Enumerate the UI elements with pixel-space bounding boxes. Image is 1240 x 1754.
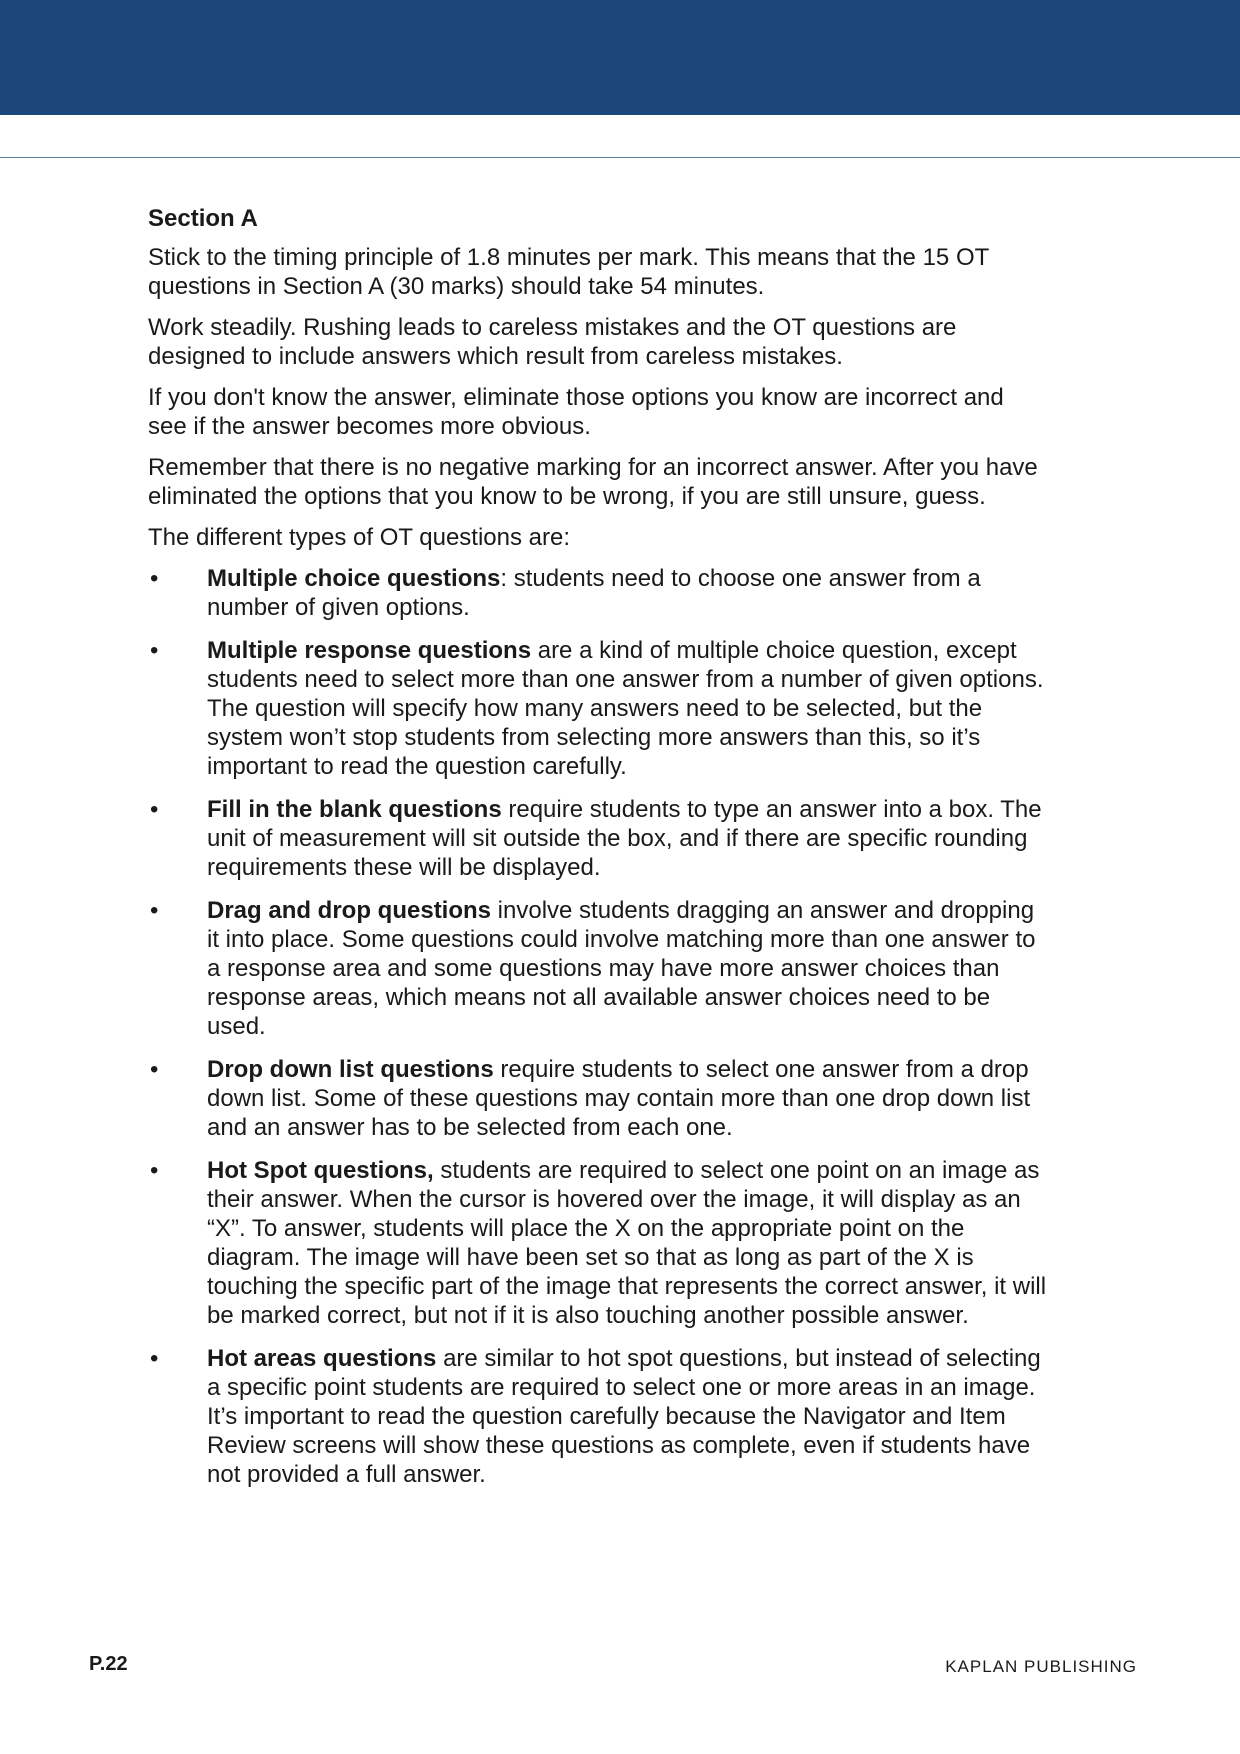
header-rule [0, 157, 1240, 158]
list-item-drag-and-drop [148, 896, 1048, 1041]
bullet-term: Hot Spot questions, [207, 1157, 434, 1184]
list-item-hot-areas [148, 1344, 1048, 1489]
bullet-marker: • [150, 637, 159, 664]
paragraph-types-intro: The different types of OT questions are: [148, 524, 571, 551]
bullet-marker: • [150, 1345, 159, 1372]
bullet-text: require students to select one answer from a drop down list. Some of these questions may contain more than one drop down list and an answer has to be selected from each one. [207, 1056, 1031, 1141]
paragraph-work-steadily: Work steadily. Rushing leads to careless mistakes and the OT questions are designed to include answers which result from careless mistakes. [148, 314, 957, 370]
bullet-marker: • [150, 897, 159, 924]
question-types-list [148, 564, 1048, 1489]
bullet-term: Drop down list questions [207, 1056, 494, 1083]
paragraph-timing: Stick to the timing principle of 1.8 minutes per mark. This means that the 15 OT questions in Section A (30 marks) should take 54 minutes. [148, 244, 989, 300]
paragraph-eliminate: If you don't know the answer, eliminate those options you know are incorrect and see if the answer becomes more obvious. [148, 384, 1004, 440]
section-title: Section A [148, 205, 258, 232]
paragraph-negative-marking: Remember that there is no negative marking for an incorrect answer. After you have eliminated the options that you know to be wrong, if you are still unsure, guess. [148, 454, 1038, 510]
bullet-term: Multiple response questions [207, 637, 532, 664]
header-band [0, 0, 1240, 115]
page-content [148, 204, 1048, 1503]
list-item-multiple-choice [148, 564, 1048, 622]
bullet-marker: • [150, 565, 159, 592]
bullet-term: Hot areas questions [207, 1345, 437, 1372]
list-item-drop-down-list [148, 1055, 1048, 1142]
bullet-marker: • [150, 1157, 159, 1184]
bullet-term: Fill in the blank questions [207, 796, 502, 823]
bullet-text: are similar to hot spot questions, but instead of selecting a specific point students are required to select one or more areas in an image. It’s important to read the question carefully because the Navigator and Item Review screens will show these questions as complete, even if students have not provided a full answer. [207, 1345, 1041, 1488]
list-item-multiple-response [148, 636, 1048, 781]
page-number: P.22 [89, 1653, 128, 1675]
list-item-hot-spot [148, 1156, 1048, 1330]
bullet-text: students are required to select one point on an image as their answer. When the cursor is hovered over the image, it will display as an “X”. To answer, students will place the X on the appropriate point on the diagram. The image will have been set so that as long as part of the X is touching the specific part of the image that represents the correct answer, it will be marked correct, but not if it is also touching another possible answer. [207, 1157, 1047, 1329]
list-item-fill-in-blank [148, 795, 1048, 882]
bullet-text: : students need to choose one answer from a number of given options. [207, 565, 981, 621]
bullet-term: Drag and drop questions [207, 897, 492, 924]
bullet-text: require students to type an answer into a box. The unit of measurement will sit outside the box, and if there are specific rounding requirements these will be displayed. [207, 796, 1042, 881]
publisher-name: KAPLAN PUBLISHING [945, 1657, 1137, 1676]
bullet-marker: • [150, 796, 159, 823]
bullet-text: involve students dragging an answer and dropping it into place. Some questions could involve matching more than one answer to a response area and some questions may have more answer choices than response areas, which means not all available answer choices need to be used. [207, 897, 1036, 1040]
bullet-term: Multiple choice questions [207, 565, 501, 592]
bullet-text: are a kind of multiple choice question, except students need to select more than one answer from a number of given options. The question will specify how many answers need to be selected, but the system won’t stop students from selecting more answers than this, so it’s important to read the question carefully. [207, 637, 1044, 780]
bullet-marker: • [150, 1056, 159, 1083]
